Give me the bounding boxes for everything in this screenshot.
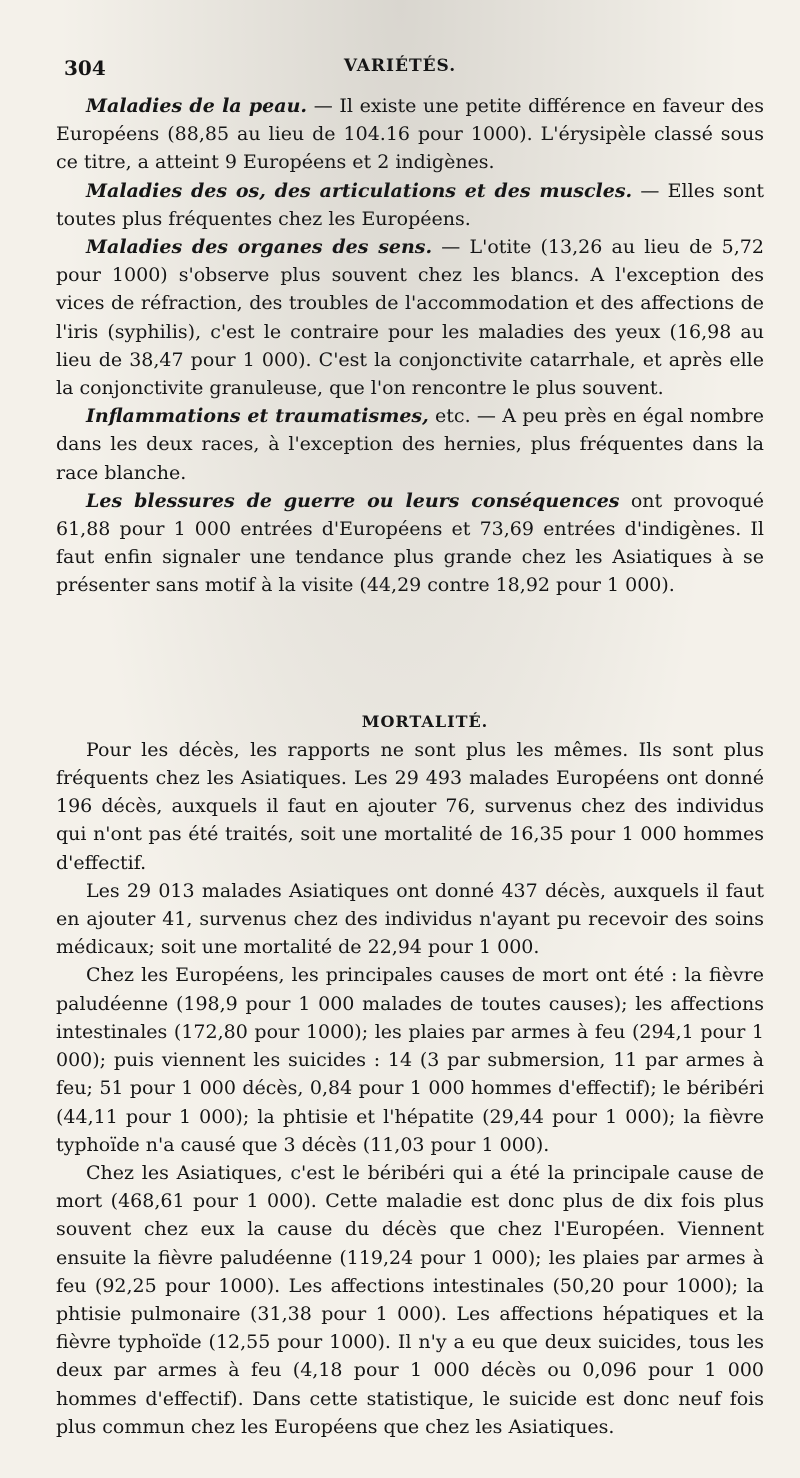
paragraph-mortalite-1: Pour les décès, les rapports ne sont plus les mêmes. Ils sont plus fréquents chez les Asiatiques. Les 29 493 malades Européens ont donné 196 décès, auxquels il faut en ajouter 76, survenus chez des individus qui n'ont pas été traités, soit une mortalité de 16,35 pour 1 000 hommes d'effectif. <box>56 738 764 874</box>
paragraph-mortalite-3: Chez les Européens, les principales causes de mort ont été : la fièvre paludéenne (198,9 pour 1 000 malades de toutes causes); les affections intestinales (172,80 pour 1000); les plaies par armes à feu (294,1 pour 1 000); puis viennent les suicides : 14 (3 par submersion, 11 par armes à feu; 51 pour 1 000 décès, 0,84 pour 1 000 hommes d'effectif); le béribéri (44,11 pour 1 000); la phtisie et l'hépatite (29,44 pour 1 000); la fièvre typhoïde n'a causé que 3 décès (11,03 pour 1 000). <box>56 964 764 1156</box>
paragraph-mortalite-2: Les 29 013 malades Asiatiques ont donné 437 décès, auxquels il faut en ajouter 41, survenus chez des individus n'ayant pu recevoir des soins médicaux; soit une mortalité de 22,94 pour 1 000. <box>56 879 764 959</box>
paragraph-lead: Les blessures de guerre ou leurs conséquences <box>86 489 620 512</box>
paragraph-text: ont provoqué 61,88 pour 1 000 entrées d'Européens et 73,69 entrées d'indigènes. Il faut enfin signaler une tendance plus grande chez les Asiatiques à se présenter sans motif à la visite (44,29 contre 18,92 pour 1 000). <box>56 489 764 597</box>
paragraph-inflammations <box>56 402 764 487</box>
page-header <box>64 56 736 88</box>
section-title: MORTALITÉ. <box>361 711 489 731</box>
paragraph-maladies-peau <box>56 92 764 177</box>
paragraph-maladies-os <box>56 177 764 233</box>
paragraph-lead: Inflammations et traumatismes, <box>86 405 429 428</box>
paragraph-text: — Il existe une petite différence en faveur des Européens (88,85 au lieu de 104.16 pour 1000). L'érysipèle classé sous ce titre, a atteint 9 Européens et 2 indigènes. <box>56 95 764 174</box>
paragraph-text: — L'otite (13,26 au lieu de 5,72 pour 1000) s'observe plus souvent chez les blancs. A l'exception des vices de réfraction, des troubles de l'accommodation et des affections de l'iris (syphilis), c'est le contraire pour les maladies des yeux (16,98 au lieu de 38,47 pour 1 000). C'est la conjonctivite catarrhale, et après elle la conjonctivite granuleuse, que l'on rencontre le plus souvent. <box>56 236 764 400</box>
paragraph-lead: Maladies des organes des sens. <box>86 236 433 259</box>
running-head: VARIÉTÉS. <box>343 56 457 76</box>
paragraph-lead: Maladies de la peau. <box>86 95 307 117</box>
paragraph-mortalite-4: Chez les Asiatiques, c'est le béribéri qui a été la principale cause de mort (468,61 pour 1 000). Cette maladie est donc plus de dix fois plus souvent chez eux la cause du décès que chez l'Européen. Viennent ensuite la fièvre paludéenne (119,24 pour 1 000); les plaies par armes à feu (92,25 pour 1000). Les affections intestinales (50,20 pour 1000); la phtisie pulmonaire (31,38 pour 1 000). Les affections hépatiques et la fièvre typhoïde (12,55 pour 1000). Il n'y a eu que deux suicides, tous les deux par armes à feu (4,18 pour 1 000 décès ou 0,096 pour 1 000 hommes d'effectif). Dans cette statistique, le suicide est donc neuf fois plus commun chez les Européens que chez les Asiatiques. <box>56 1161 764 1438</box>
paragraph-organes-sens <box>56 233 764 402</box>
paragraph-text: — Elles sont toutes plus fréquentes chez les Européens. <box>56 179 765 230</box>
page-number: 304 <box>64 56 106 80</box>
paragraph-lead: Maladies des os, des articulations et des muscles. <box>86 179 633 202</box>
page-body <box>56 92 764 1441</box>
paragraph-text: etc. — A peu près en égal nombre dans les deux races, à l'exception des hernies, plus fréquentes dans la race blanche. <box>56 405 764 484</box>
section-spacer <box>56 600 764 708</box>
paragraph-blessures-guerre <box>56 487 764 600</box>
